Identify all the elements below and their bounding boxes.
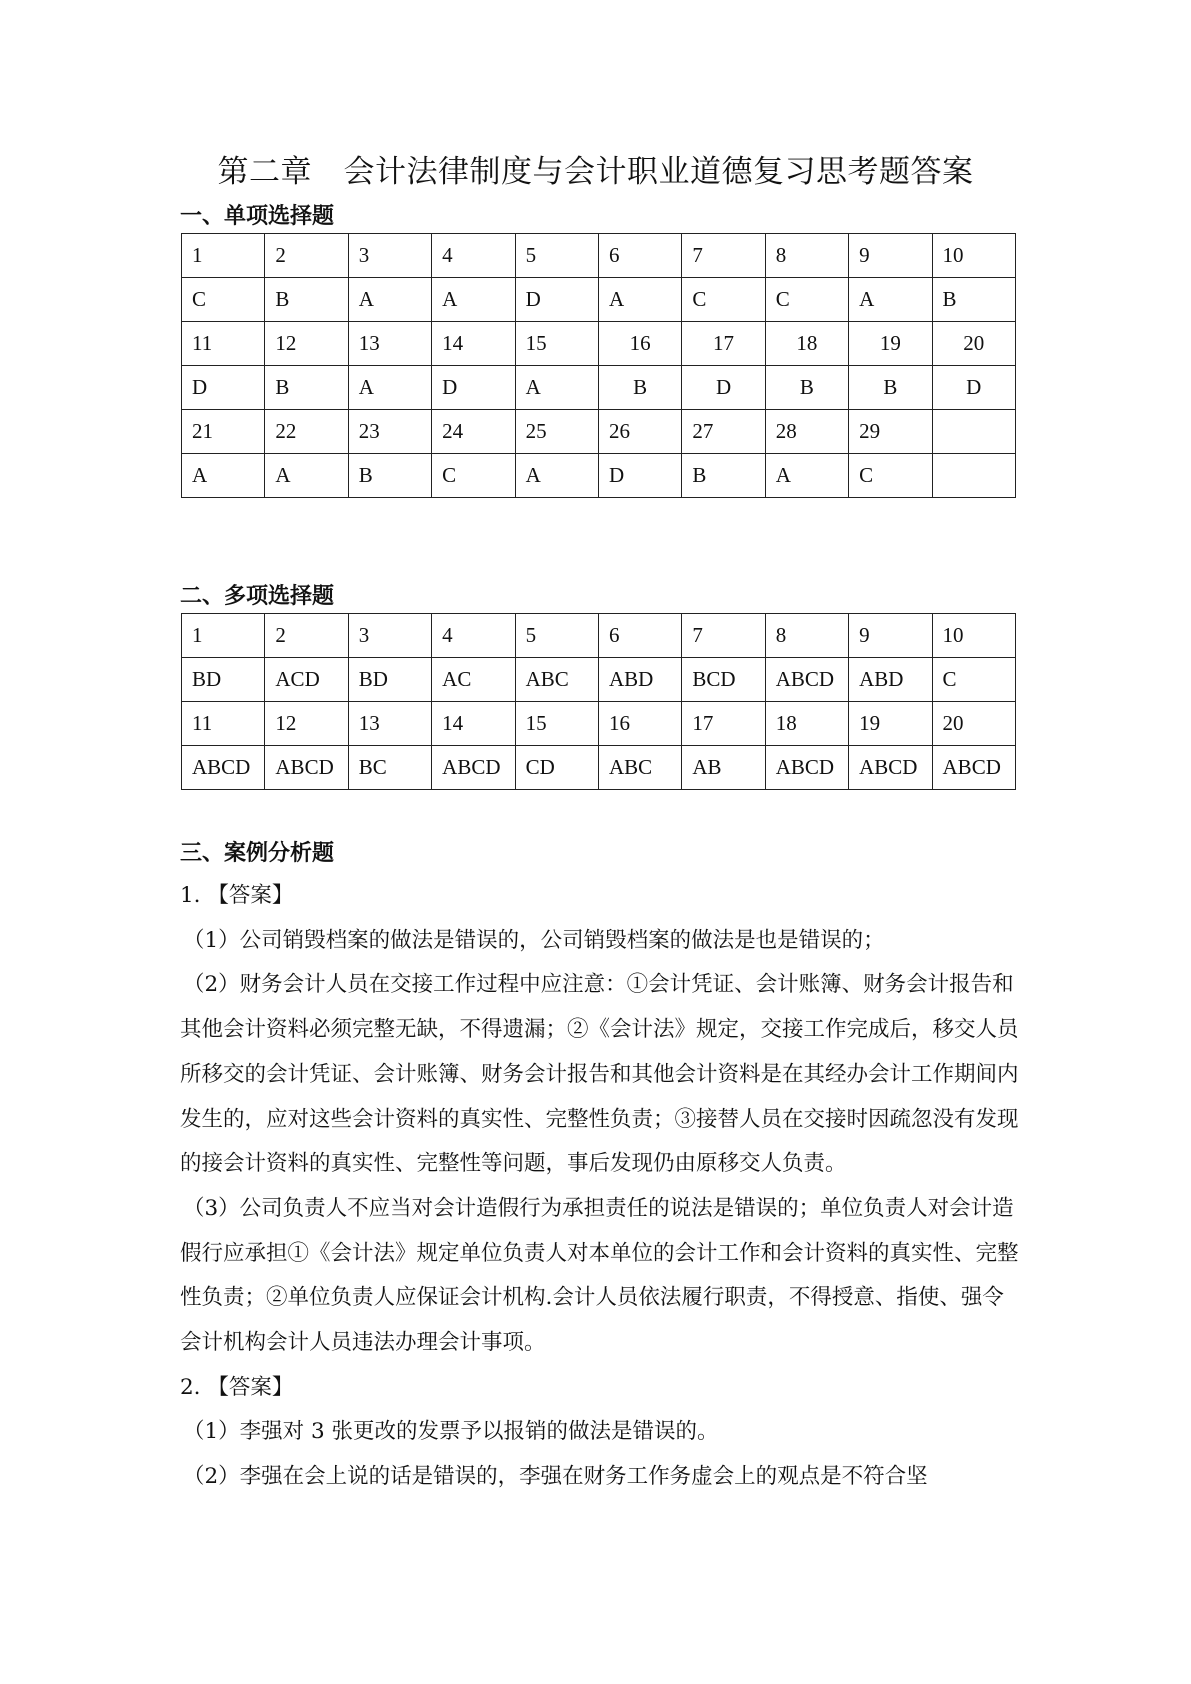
answer-paragraph: （2）财务会计人员在交接工作过程中应注意：①会计凭证、会计账簿、财务会计报告和其他会计资料必须完整无缺，不得遗漏；②《会计法》规定，交接工作完成后，移交人员所移交的会计凭证、会计账簿、财务会计报告和其他会计资料是在其经办会计工作期间内发生的，应对这些会计资料的真实性、完整性负责；③接替人员在交接时因疏忽没有发现的接会计资料的真实性、完整性等问题，事后发现仍由原移交人负责。 — [180, 972, 1019, 1177]
table-cell: 2 — [265, 234, 348, 278]
table-cell: A — [765, 454, 848, 498]
table-cell: B — [265, 366, 348, 410]
table-cell: BCD — [682, 658, 765, 702]
table-cell: 23 — [348, 410, 431, 454]
table-cell: 5 — [515, 614, 598, 658]
table-cell: B — [348, 454, 431, 498]
answer-paragraph: （2）李强在会上说的话是错误的，李强在财务工作务虚会上的观点是不符合坚 — [183, 1464, 928, 1490]
table-cell: 8 — [765, 234, 848, 278]
table-cell: 11 — [182, 702, 265, 746]
table-cell: 19 — [849, 702, 932, 746]
table-cell: 17 — [682, 322, 765, 366]
answer-paragraph: （1）李强对 3 张更改的发票予以报销的做法是错误的。 — [183, 1419, 719, 1445]
table-row — [182, 322, 1016, 366]
table-cell: 4 — [432, 614, 515, 658]
table-cell: A — [515, 454, 598, 498]
table-cell: B — [849, 366, 932, 410]
table-cell: 16 — [598, 322, 681, 366]
table-cell: 1 — [182, 614, 265, 658]
table-cell: B — [932, 278, 1015, 322]
table-cell: D — [932, 366, 1015, 410]
table-cell: A — [182, 454, 265, 498]
table-cell: ABC — [598, 746, 681, 790]
table-cell: A — [598, 278, 681, 322]
table-cell: 4 — [432, 234, 515, 278]
table-cell: A — [515, 366, 598, 410]
table-cell: C — [765, 278, 848, 322]
table-cell: 10 — [932, 234, 1015, 278]
table-cell: ABD — [598, 658, 681, 702]
table-cell: 13 — [348, 702, 431, 746]
answer-paragraph: （3）公司负责人不应当对会计造假行为承担责任的说法是错误的；单位负责人对会计造假行应承担①《会计法》规定单位负责人对本单位的会计工作和会计资料的真实性、完整性负责；②单位负责人应保证会计机构.会计人员依法履行职责，不得授意、指使、强令会计机构会计人员违法办理会计事项。 — [180, 1195, 1019, 1356]
table-cell: A — [348, 366, 431, 410]
case-analysis-body — [180, 874, 1020, 1500]
answer-label: 1. 【答案】 — [180, 883, 294, 908]
table-cell: 16 — [598, 702, 681, 746]
table-row — [182, 454, 1016, 498]
table-row — [182, 366, 1016, 410]
answer-paragraph: （1）公司销毁档案的做法是错误的，公司销毁档案的做法是也是错误的； — [183, 927, 885, 953]
table-cell: 5 — [515, 234, 598, 278]
table-cell: A — [265, 454, 348, 498]
table-cell: C — [182, 278, 265, 322]
table-cell: ABC — [515, 658, 598, 702]
table-cell: 21 — [182, 410, 265, 454]
table-cell: 28 — [765, 410, 848, 454]
table-cell: BD — [348, 658, 431, 702]
table-cell: 24 — [432, 410, 515, 454]
table-cell: 18 — [765, 322, 848, 366]
table-cell: D — [182, 366, 265, 410]
table-cell: C — [682, 278, 765, 322]
table-cell: 26 — [598, 410, 681, 454]
multiple-choice-answer-table — [181, 613, 1016, 790]
table-cell: AC — [432, 658, 515, 702]
table-cell: A — [432, 278, 515, 322]
table-cell: 19 — [849, 322, 932, 366]
table-cell: B — [265, 278, 348, 322]
table-cell: 6 — [598, 614, 681, 658]
table-row — [182, 234, 1016, 278]
table-cell: ABCD — [265, 746, 348, 790]
table-cell: 2 — [265, 614, 348, 658]
table-cell: 13 — [348, 322, 431, 366]
table-cell: C — [932, 658, 1015, 702]
table-cell: 15 — [515, 702, 598, 746]
table-cell: 15 — [515, 322, 598, 366]
table-cell: ABCD — [765, 746, 848, 790]
page-title: 第二章 会计法律制度与会计职业道德复习思考题答案 — [217, 154, 974, 190]
table-cell: C — [849, 454, 932, 498]
table-cell: BC — [348, 746, 431, 790]
table-cell: ABCD — [765, 658, 848, 702]
table-cell: D — [598, 454, 681, 498]
answer-label: 2. 【答案】 — [180, 1374, 294, 1400]
table-cell: 14 — [432, 702, 515, 746]
table-cell: ABD — [849, 658, 932, 702]
table-cell: 20 — [932, 322, 1015, 366]
section-heading-case-analysis: 三、案例分析题 — [180, 841, 335, 866]
table-cell: CD — [515, 746, 598, 790]
table-cell: 25 — [515, 410, 598, 454]
table-cell: D — [515, 278, 598, 322]
table-cell: ABCD — [182, 746, 265, 790]
table-row — [182, 614, 1016, 658]
table-row — [182, 702, 1016, 746]
table-cell: BD — [182, 658, 265, 702]
table-cell: ABCD — [432, 746, 515, 790]
table-cell: B — [598, 366, 681, 410]
table-cell: 9 — [849, 614, 932, 658]
table-cell: 17 — [682, 702, 765, 746]
table-cell: ABCD — [849, 746, 932, 790]
table-cell: 1 — [182, 234, 265, 278]
table-cell — [932, 454, 1015, 498]
table-row — [182, 410, 1016, 454]
table-row — [182, 746, 1016, 790]
table-cell: 6 — [598, 234, 681, 278]
table-cell: 3 — [348, 614, 431, 658]
table-row — [182, 658, 1016, 702]
table-cell: 7 — [682, 234, 765, 278]
table-cell: D — [682, 366, 765, 410]
table-cell: ABCD — [932, 746, 1015, 790]
table-cell: 12 — [265, 322, 348, 366]
table-cell — [932, 410, 1015, 454]
table-cell: D — [432, 366, 515, 410]
table-cell: 8 — [765, 614, 848, 658]
table-cell: 3 — [348, 234, 431, 278]
table-cell: AB — [682, 746, 765, 790]
table-cell: 18 — [765, 702, 848, 746]
section-heading-single-choice: 一、单项选择题 — [180, 204, 335, 229]
table-cell: 27 — [682, 410, 765, 454]
table-cell: 22 — [265, 410, 348, 454]
single-choice-answer-table — [181, 233, 1016, 498]
table-cell: 7 — [682, 614, 765, 658]
table-cell: A — [849, 278, 932, 322]
table-cell: ACD — [265, 658, 348, 702]
table-cell: 12 — [265, 702, 348, 746]
table-cell: 10 — [932, 614, 1015, 658]
table-cell: 29 — [849, 410, 932, 454]
table-cell: B — [765, 366, 848, 410]
table-cell: C — [432, 454, 515, 498]
section-heading-multiple-choice: 二、多项选择题 — [180, 584, 335, 609]
table-cell: B — [682, 454, 765, 498]
table-cell: 20 — [932, 702, 1015, 746]
table-cell: 14 — [432, 322, 515, 366]
table-cell: 9 — [849, 234, 932, 278]
table-row — [182, 278, 1016, 322]
table-cell: 11 — [182, 322, 265, 366]
table-cell: A — [348, 278, 431, 322]
